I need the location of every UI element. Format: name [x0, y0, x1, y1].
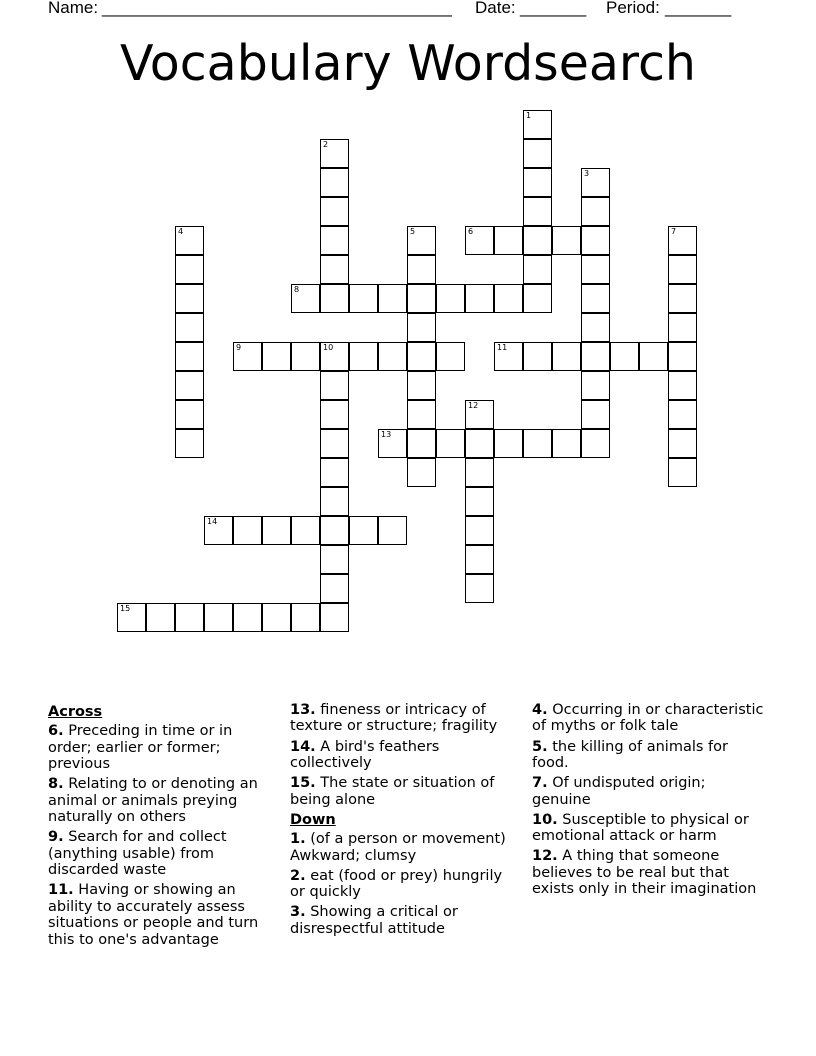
- grid-cell[interactable]: [175, 342, 204, 371]
- grid-cell[interactable]: [378, 342, 407, 371]
- clue-down-12: [532, 848, 768, 897]
- grid-cell[interactable]: [465, 516, 494, 545]
- clue-number: 8.: [48, 776, 64, 793]
- grid-cell[interactable]: [465, 458, 494, 487]
- grid-cell[interactable]: [668, 371, 697, 400]
- clue-number-label: 5: [410, 227, 416, 236]
- clue-across-15: [290, 775, 518, 808]
- grid-cell[interactable]: [407, 400, 436, 429]
- grid-cell[interactable]: [668, 284, 697, 313]
- grid-cell[interactable]: [320, 603, 349, 632]
- grid-cell[interactable]: [320, 429, 349, 458]
- across-heading: Across: [48, 704, 103, 720]
- clue-column-3: [532, 702, 768, 901]
- grid-cell[interactable]: [523, 139, 552, 168]
- clue-across-13: [290, 702, 518, 735]
- grid-cell[interactable]: [320, 197, 349, 226]
- grid-cell[interactable]: [581, 371, 610, 400]
- grid-cell[interactable]: [436, 429, 465, 458]
- grid-cell[interactable]: [349, 342, 378, 371]
- grid-cell[interactable]: [523, 429, 552, 458]
- clue-number-label: 15: [120, 604, 131, 613]
- clue-number-label: 7: [671, 227, 677, 236]
- grid-cell[interactable]: [465, 226, 494, 255]
- page-title: Vocabulary Wordsearch: [120, 35, 696, 92]
- grid-cell[interactable]: [175, 400, 204, 429]
- down-heading: Down: [290, 811, 336, 828]
- grid-cell[interactable]: [668, 342, 697, 371]
- clue-text: The state or situation of being alone: [290, 775, 495, 808]
- grid-cell[interactable]: [581, 168, 610, 197]
- grid-cell[interactable]: [407, 226, 436, 255]
- grid-cell[interactable]: [668, 458, 697, 487]
- grid-cell[interactable]: [320, 371, 349, 400]
- grid-cell[interactable]: [407, 458, 436, 487]
- clue-text: Occurring in or characteristic of myths or folk tale: [532, 702, 764, 735]
- grid-cell[interactable]: [378, 429, 407, 458]
- grid-cell[interactable]: [320, 400, 349, 429]
- clue-text: Of undisputed origin; genuine: [532, 775, 706, 808]
- grid-cell[interactable]: [494, 226, 523, 255]
- grid-cell[interactable]: [320, 168, 349, 197]
- clue-text: A bird's feathers collectively: [290, 738, 440, 772]
- clue-text: Search for and collect (anything usable) from discarded waste: [48, 829, 227, 879]
- clue-number-label: 13: [381, 430, 392, 439]
- clue-number-label: 14: [207, 517, 218, 526]
- date-blank[interactable]: _______: [520, 0, 587, 17]
- grid-cell[interactable]: [465, 574, 494, 603]
- grid-cell[interactable]: [494, 429, 523, 458]
- grid-cell[interactable]: [262, 516, 291, 545]
- grid-cell[interactable]: [175, 226, 204, 255]
- grid-cell[interactable]: [523, 284, 552, 313]
- grid-cell[interactable]: [610, 342, 639, 371]
- grid-cell[interactable]: [668, 255, 697, 284]
- clue-across-6: [48, 723, 273, 772]
- grid-cell[interactable]: [581, 429, 610, 458]
- clue-text: Showing a critical or disrespectful attitude: [290, 904, 458, 937]
- clue-number-label: 9: [236, 343, 242, 352]
- grid-cell[interactable]: [117, 603, 146, 632]
- clue-text: Relating to or denoting an animal or animals preying naturally on others: [48, 776, 258, 826]
- grid-cell[interactable]: [320, 139, 349, 168]
- clue-number: 6.: [48, 723, 64, 740]
- clue-across-11: [48, 882, 273, 948]
- grid-cell[interactable]: [465, 400, 494, 429]
- clue-number-label: 4: [178, 227, 184, 236]
- name-label: Name:: [48, 0, 99, 17]
- grid-cell[interactable]: [668, 429, 697, 458]
- grid-cell[interactable]: [291, 516, 320, 545]
- grid-cell[interactable]: [436, 342, 465, 371]
- grid-cell[interactable]: [320, 487, 349, 516]
- clue-number-label: 2: [323, 140, 329, 149]
- grid-cell[interactable]: [523, 226, 552, 255]
- grid-cell[interactable]: [291, 342, 320, 371]
- clue-number: 12.: [532, 848, 558, 865]
- period-blank[interactable]: _______: [665, 0, 732, 17]
- grid-cell[interactable]: [523, 255, 552, 284]
- clue-number: 2.: [290, 867, 306, 884]
- clue-across-14: [290, 739, 518, 772]
- grid-cell[interactable]: [668, 313, 697, 342]
- grid-cell[interactable]: [523, 197, 552, 226]
- grid-cell[interactable]: [233, 516, 262, 545]
- grid-cell[interactable]: [407, 313, 436, 342]
- grid-cell[interactable]: [494, 342, 523, 371]
- clue-text: Having or showing an ability to accurately assess situations or people and turn this to one's advantage: [48, 882, 259, 948]
- grid-cell[interactable]: [204, 603, 233, 632]
- grid-cell[interactable]: [291, 603, 320, 632]
- clue-down-7: [532, 775, 768, 808]
- clue-number: 15.: [290, 775, 316, 792]
- clue-number: 5.: [532, 738, 548, 755]
- grid-cell[interactable]: [407, 284, 436, 313]
- date-label: Date:: [475, 0, 516, 17]
- grid-cell[interactable]: [291, 284, 320, 313]
- grid-cell[interactable]: [320, 458, 349, 487]
- clue-down-4: [532, 702, 768, 735]
- grid-cell[interactable]: [465, 429, 494, 458]
- clue-number-label: 11: [497, 343, 508, 352]
- clue-text: A thing that someone believes to be real but that exists only in their imagination: [532, 848, 757, 898]
- clue-down-1: [290, 831, 518, 864]
- clue-number-label: 1: [526, 111, 532, 120]
- grid-cell[interactable]: [146, 603, 175, 632]
- grid-cell[interactable]: [668, 226, 697, 255]
- clue-down-5: [532, 739, 768, 772]
- grid-cell[interactable]: [407, 371, 436, 400]
- grid-cell[interactable]: [552, 342, 581, 371]
- clue-number-label: 3: [584, 169, 590, 178]
- clue-number: 9.: [48, 829, 64, 846]
- grid-cell[interactable]: [552, 429, 581, 458]
- grid-cell[interactable]: [320, 545, 349, 574]
- grid-cell[interactable]: [175, 603, 204, 632]
- grid-cell[interactable]: [175, 313, 204, 342]
- grid-cell[interactable]: [320, 516, 349, 545]
- grid-cell[interactable]: [320, 226, 349, 255]
- grid-cell[interactable]: [668, 400, 697, 429]
- grid-cell[interactable]: [639, 342, 668, 371]
- grid-cell[interactable]: [581, 400, 610, 429]
- clue-number-label: 8: [294, 285, 300, 294]
- clue-text: Susceptible to physical or emotional attack or harm: [532, 811, 749, 845]
- grid-cell[interactable]: [378, 284, 407, 313]
- grid-cell[interactable]: [552, 226, 581, 255]
- grid-cell[interactable]: [204, 516, 233, 545]
- clue-number: 4.: [532, 702, 548, 718]
- clue-text: Preceding in time or in order; earlier or former; previous: [48, 723, 233, 773]
- grid-cell[interactable]: [407, 255, 436, 284]
- clue-number-label: 10: [323, 343, 334, 352]
- grid-cell[interactable]: [523, 110, 552, 139]
- grid-cell[interactable]: [175, 255, 204, 284]
- clue-number: 1.: [290, 831, 306, 848]
- clue-text: fineness or intricacy of texture or structure; fragility: [290, 702, 498, 735]
- grid-cell[interactable]: [175, 371, 204, 400]
- clue-down-3: [290, 904, 518, 937]
- grid-cell[interactable]: [175, 429, 204, 458]
- clue-number: 13.: [290, 702, 316, 718]
- grid-cell[interactable]: [523, 342, 552, 371]
- grid-cell[interactable]: [494, 284, 523, 313]
- clue-text: (of a person or movement) Awkward; clumsy: [290, 831, 506, 864]
- clue-down-2: [290, 868, 518, 901]
- clue-column-2: [290, 702, 518, 941]
- grid-cell[interactable]: [378, 516, 407, 545]
- grid-cell[interactable]: [581, 313, 610, 342]
- grid-cell[interactable]: [349, 516, 378, 545]
- grid-cell[interactable]: [581, 226, 610, 255]
- grid-cell[interactable]: [320, 255, 349, 284]
- grid-cell[interactable]: [436, 284, 465, 313]
- clue-number: 11.: [48, 882, 74, 899]
- grid-cell[interactable]: [581, 284, 610, 313]
- grid-cell[interactable]: [581, 197, 610, 226]
- grid-cell[interactable]: [262, 342, 291, 371]
- grid-cell[interactable]: [407, 342, 436, 371]
- grid-cell[interactable]: [320, 284, 349, 313]
- grid-cell[interactable]: [465, 284, 494, 313]
- grid-cell[interactable]: [523, 168, 552, 197]
- grid-cell[interactable]: [320, 342, 349, 371]
- period-label: Period:: [606, 0, 660, 17]
- clue-number: 10.: [532, 811, 558, 828]
- clue-number: 7.: [532, 775, 548, 792]
- clue-text: eat (food or prey) hungrily or quickly: [290, 867, 503, 901]
- clue-column-1: [48, 702, 273, 952]
- clue-across-9: [48, 829, 273, 878]
- clue-number: 3.: [290, 904, 306, 921]
- grid-cell[interactable]: [465, 487, 494, 516]
- clue-down-10: [532, 812, 768, 845]
- clue-number-label: 12: [468, 401, 479, 410]
- grid-cell[interactable]: [581, 255, 610, 284]
- grid-cell[interactable]: [233, 342, 262, 371]
- grid-cell[interactable]: [407, 429, 436, 458]
- grid-cell[interactable]: [465, 545, 494, 574]
- clue-number: 14.: [290, 738, 316, 755]
- clue-text: the killing of animals for food.: [532, 738, 728, 772]
- name-blank[interactable]: _____________________________________: [102, 0, 452, 17]
- grid-cell[interactable]: [581, 342, 610, 371]
- clue-number-label: 6: [468, 227, 474, 236]
- grid-cell[interactable]: [320, 574, 349, 603]
- grid-cell[interactable]: [262, 603, 291, 632]
- clue-across-8: [48, 776, 273, 825]
- grid-cell[interactable]: [175, 284, 204, 313]
- grid-cell[interactable]: [233, 603, 262, 632]
- grid-cell[interactable]: [349, 284, 378, 313]
